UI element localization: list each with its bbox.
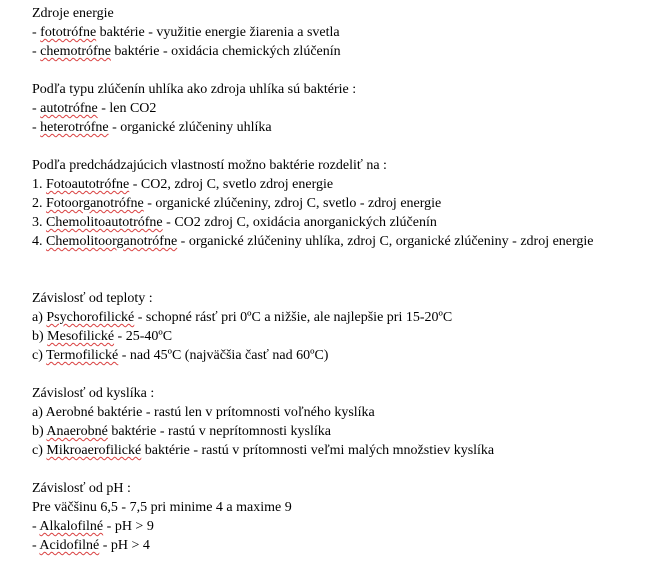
- spellcheck-term: Anaerobné: [46, 424, 108, 439]
- list-prefix: -: [32, 538, 40, 553]
- list-text: - CO2, zdroj C, svetlo zdroj energie: [129, 177, 334, 192]
- list-text: - pH > 9: [103, 519, 154, 534]
- spellcheck-term: Fotoautotrófne: [46, 177, 130, 192]
- list-text: baktérie - rastú v neprítomnosti kyslíka: [107, 424, 331, 439]
- list-text: - len CO2: [97, 101, 157, 116]
- list-prefix: b): [32, 424, 47, 439]
- list-item: [32, 118, 644, 137]
- list-prefix: b): [32, 329, 48, 344]
- document-body: [32, 4, 644, 555]
- section-title-energy-sources: Zdroje energie: [32, 6, 114, 21]
- list-item: [32, 23, 644, 42]
- list-item: [32, 232, 644, 251]
- list-prefix: a): [32, 310, 47, 325]
- blank-line: [32, 61, 644, 80]
- section-title-classification: Podľa predchádzajúcich vlastností možno baktérie rozdeliť na :: [32, 158, 387, 173]
- list-prefix: -: [32, 44, 41, 59]
- list-prefix: -: [32, 120, 41, 135]
- list-item: [32, 536, 644, 555]
- list-text: baktérie - využitie energie žiarenia a svetla: [96, 25, 340, 40]
- list-item: [32, 346, 644, 365]
- section-title-ph: Závislosť od pH :: [32, 481, 131, 496]
- list-text: - organické zlúčeniny uhlíka, zdroj C, organické zlúčeniny - zdroj energie: [177, 234, 594, 249]
- list-prefix: 2.: [32, 196, 46, 211]
- list-item: [32, 175, 644, 194]
- list-prefix: -: [32, 25, 41, 40]
- section-title-carbon-source: Podľa typu zlúčenín uhlíka ako zdroja uhlíka sú baktérie :: [32, 82, 357, 97]
- spellcheck-term: Alkalofilné: [39, 519, 104, 534]
- list-item: [32, 308, 644, 327]
- spellcheck-term: heterotrófne: [40, 120, 109, 135]
- section-title-oxygen: Závislosť od kyslíka :: [32, 386, 155, 401]
- list-item: [32, 99, 644, 118]
- spellcheck-term: Mikroaerofilické: [46, 443, 142, 458]
- list-text: - organické zlúčeniny uhlíka: [108, 120, 272, 135]
- list-item: [32, 213, 644, 232]
- list-text: - organické zlúčeniny, zdroj C, svetlo - zdroj energie: [143, 196, 442, 211]
- spellcheck-term: Chemolitoautotrófne: [46, 215, 163, 230]
- spellcheck-term: Acidofilné: [39, 538, 100, 553]
- spellcheck-term: Fotoorganotrófne: [46, 196, 144, 211]
- blank-line: [32, 365, 644, 384]
- list-prefix: 4.: [32, 234, 46, 249]
- list-text: - CO2 zdroj C, oxidácia anorganických zlúčenín: [162, 215, 437, 230]
- blank-line: [32, 460, 644, 479]
- list-text: baktérie - oxidácia chemických zlúčenín: [110, 44, 341, 59]
- list-item: [32, 194, 644, 213]
- list-text: - nad 45ºC (najväčšia časť nad 60ºC): [118, 348, 329, 363]
- list-prefix: -: [32, 101, 41, 116]
- list-item: [32, 441, 644, 460]
- spellcheck-term: chemotrófne: [40, 44, 111, 59]
- spellcheck-term: Mesofilické: [47, 329, 115, 344]
- list-prefix: -: [32, 519, 40, 534]
- list-prefix: c): [32, 443, 47, 458]
- spellcheck-term: Chemolitoorganotrófne: [46, 234, 178, 249]
- spellcheck-term: fototrófne: [40, 25, 97, 40]
- spellcheck-term: Psychorofilické: [46, 310, 135, 325]
- list-prefix: 1.: [32, 177, 46, 192]
- list-item: Pre väčšinu 6,5 - 7,5 pri minime 4 a maxime 9: [32, 500, 292, 515]
- list-text: - 25-40ºC: [114, 329, 173, 344]
- list-item: [32, 517, 644, 536]
- list-item: [32, 327, 644, 346]
- list-item: [32, 42, 644, 61]
- list-item: a) Aerobné baktérie - rastú len v prítomnosti voľného kyslíka: [32, 405, 375, 420]
- list-text: - schopné rásť pri 0ºC a nižšie, ale najlepšie pri 15-20ºC: [134, 310, 453, 325]
- blank-line: [32, 251, 644, 289]
- blank-line: [32, 137, 644, 156]
- list-item: [32, 422, 644, 441]
- list-prefix: 3.: [32, 215, 46, 230]
- section-title-temperature: Závislosť od teploty :: [32, 291, 153, 306]
- list-text: - pH > 4: [99, 538, 150, 553]
- list-prefix: c): [32, 348, 47, 363]
- spellcheck-term: autotrófne: [40, 101, 98, 116]
- list-text: baktérie - rastú v prítomnosti veľmi malých množstiev kyslíka: [141, 443, 495, 458]
- spellcheck-term: Termofilické: [46, 348, 119, 363]
